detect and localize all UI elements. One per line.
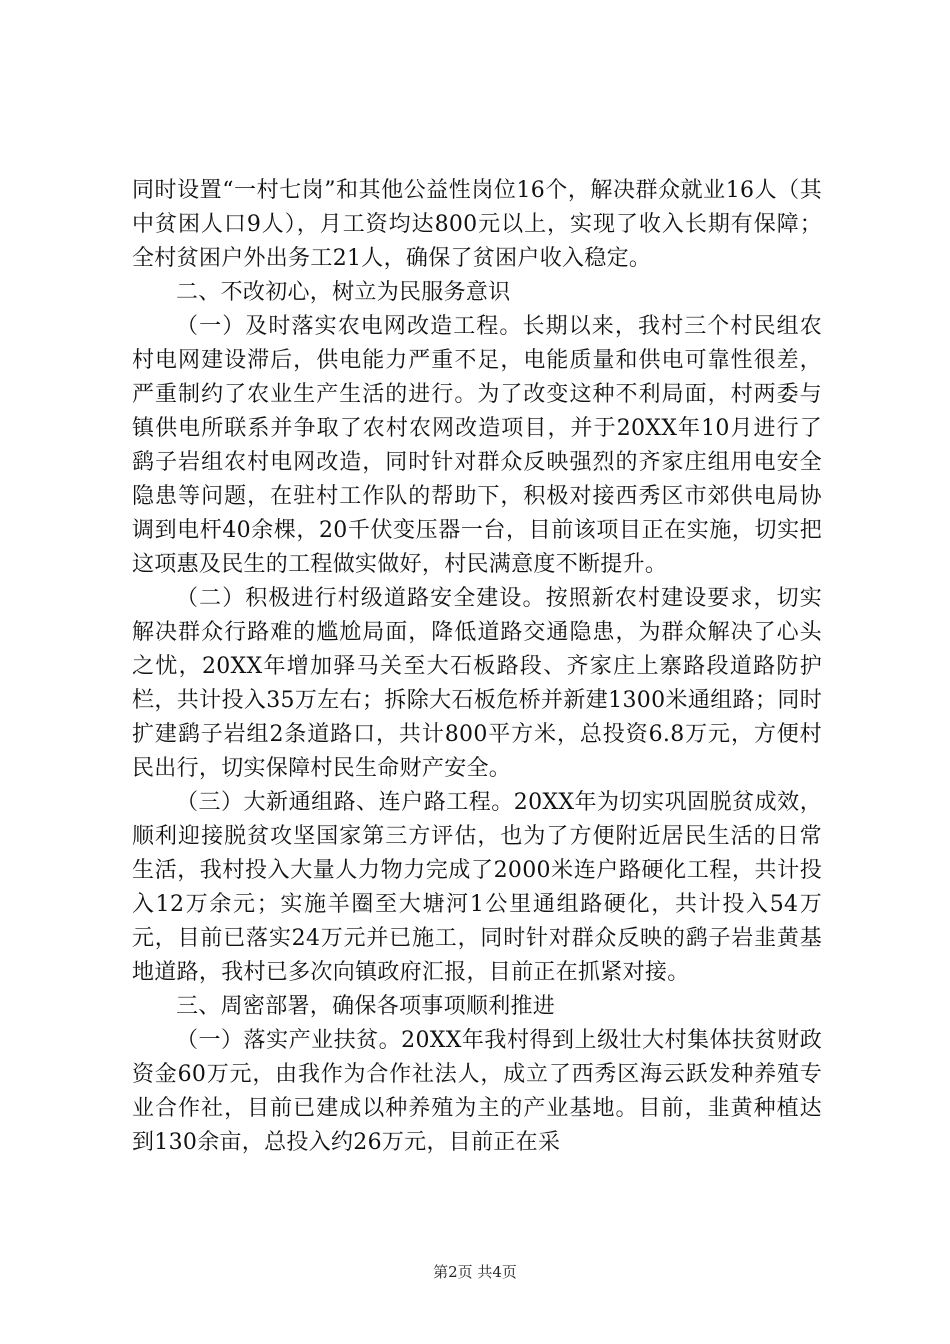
section-heading-2: 二、不改初心，树立为民服务意识 <box>176 280 511 305</box>
paragraph-road-construction: （三）大新通组路、连户路工程。20XX年为切实巩固脱贫成效，顺利迎接脱贫攻坚国家第三方评估，也为了方便附近居民生活的日常生活，我村投入大量人力物力完成了2000米连户路硬化工程，共计投入12万余元；实施羊圈至大塘河1公里通组路硬化，共计投入54万元，目前已落实24万元并已施工，同时针对群众反映的鹞子岩韭黄基地道路，我村已多次向镇政府汇报，目前正在抓紧对接。 <box>132 790 822 985</box>
paragraph-power-grid: （一）及时落实农电网改造工程。长期以来，我村三个村民组农村电网建设滞后，供电能力严重不足，电能质量和供电可靠性很差，严重制约了农业生产生活的进行。为了改变这种不利局面，村两委与镇供电所联系并争取了农村农网改造项目，并于20XX年10月进行了鹞子岩组农村电网改造，同时针对群众反映强烈的齐家庄组用电安全隐患等问题，在驻村工作队的帮助下，积极对接西秀区市郊供电局协调到电杆40余棵，20千伏变压器一台，目前该项目正在实施，切实把这项惠及民生的工程做实做好，村民满意度不断提升。 <box>132 314 822 577</box>
paragraph-industry-poverty: （一）落实产业扶贫。20XX年我村得到上级壮大村集体扶贫财政资金60万元，由我作为合作社法人，成立了西秀区海云跃发种养殖专业合作社，目前已建成以种养殖为主的产业基地。目前，韭黄种植达到130余亩，总投入约26万元，目前正在采 <box>132 1028 822 1155</box>
paragraph-road-safety: （二）积极进行村级道路安全建设。按照新农村建设要求，切实解决群众行路难的尴尬局面，降低道路交通隐患，为群众解决了心头之忧，20XX年增加驿马关至大石板路段、齐家庄上寨路段道路防护栏，共计投入35万左右；拆除大石板危桥并新建1300米通组路；同时扩建鹞子岩组2条道路口，共计800平方米，总投资6.8万元，方便村民出行，切实保障村民生命财产安全。 <box>132 586 822 781</box>
section-heading-3: 三、周密部署，确保各项事项顺利推进 <box>176 994 556 1019</box>
page-number-footer: 第2页 共4页 <box>433 1263 517 1281</box>
paragraph-employment: 同时设置“一村七岗”和其他公益性岗位16个，解决群众就业16人（其中贫困人口9人），月工资均达800元以上，实现了收入长期有保障；全村贫困户外出务工21人，确保了贫困户收入稳定。 <box>132 178 822 271</box>
document-body <box>132 174 822 1160</box>
